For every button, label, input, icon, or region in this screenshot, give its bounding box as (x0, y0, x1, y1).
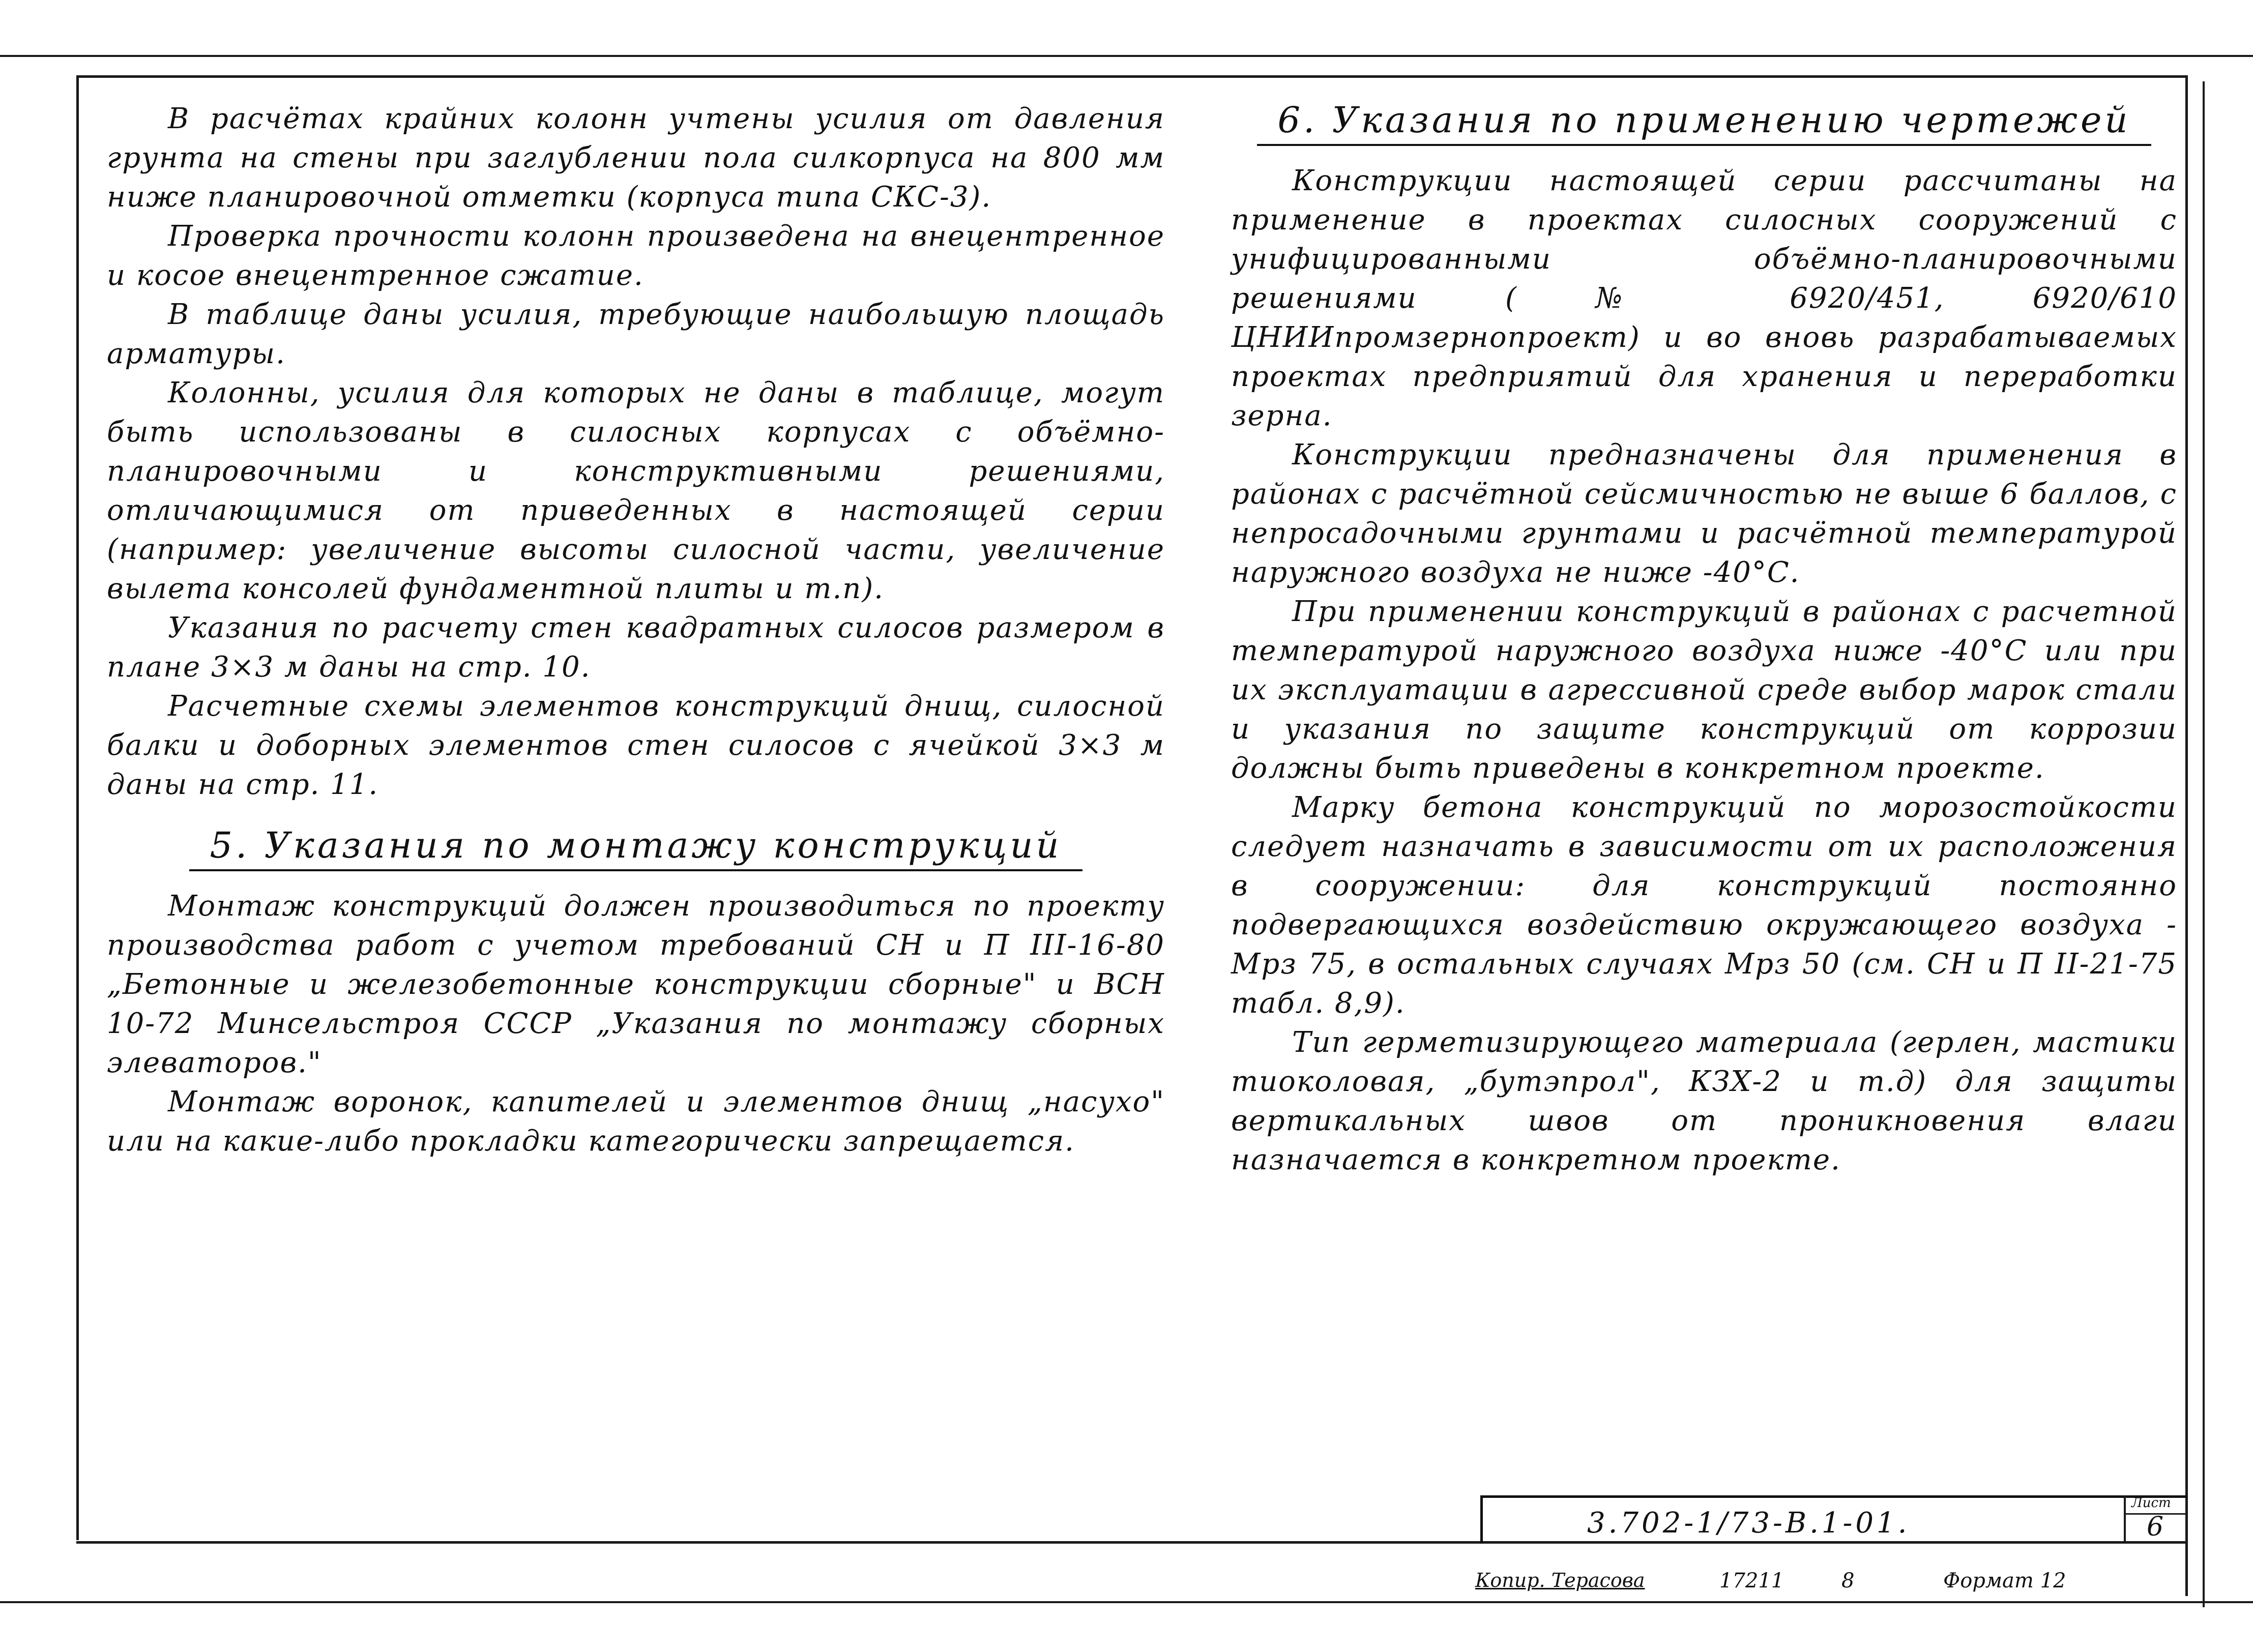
left-column (107, 99, 1165, 1161)
right-paragraph-1: Конструкции настоящей серии рассчитаны на применение в проектах силосных сооружений с унифицированными объёмно-планировочными решениями (№ 6920/451, 6920/610 ЦНИИпромзернопроект) и во вновь разрабатываемых проектах предприятий для хранения и переработки зерна. (1231, 164, 2177, 432)
footer-copied: Копир. Терасова (1475, 1569, 1645, 1591)
section-5-heading (107, 824, 1165, 871)
footer-format: Формат 12 (1943, 1569, 2066, 1592)
stamp-code: 3.702-1/73-В.1-01. (1587, 1507, 1910, 1540)
section-6-heading-text: 6. Указания по применению чертежей (1257, 99, 2151, 146)
left-paragraph-7: Монтаж конструкций должен производиться по проекту производства работ с учетом требований СН и П III-16-80 „Бетонные и железобетонные конструкции сборные" и ВСН 10-72 Минсельстроя СССР „Указания по монтажу сборных элеваторов." (107, 890, 1165, 1079)
top-margin-line (0, 55, 2253, 57)
right-column (1231, 99, 2177, 1179)
section-6-heading (1231, 99, 2177, 146)
right-paragraph-4: Марку бетона конструкций по морозостойкости следует назначать в зависимости от их расположения в сооружении: для конструкций постоянно подвергающихся воздействию окружающего воздуха - Мрз 75, в остальных случаях Мрз 50 (см. СН и П II-21-75 табл. 8,9). (1231, 791, 2177, 1020)
stamp-sheet-label: Лист (2131, 1495, 2171, 1511)
left-paragraph-8: Монтаж воронок, капителей и элементов днищ „насухо" или на какие-либо прокладки категорически запрещается. (107, 1085, 1165, 1158)
frame-top (76, 75, 2187, 78)
frame-left (76, 75, 79, 1540)
footer-number: 8 (1841, 1569, 1855, 1592)
left-paragraph-4: Колонны, усилия для которых не даны в таблице, могут быть использованы в силосных корпусах с объёмно-планировочными и конструктивными решениями, отличающимися от приведенных в настоящей серии (например: увеличение высоты силосной части, увеличение вылета консолей фундаментной плиты и т.п). (107, 376, 1165, 605)
left-paragraph-2: Проверка прочности колонн произведена на внецентренное и косое внецентренное сжатие. (107, 220, 1165, 292)
section-5-heading-text: 5. Указания по монтажу конструкций (189, 824, 1082, 871)
right-paragraph-2: Конструкции предназначены для применения в районах с расчётной сейсмичностью не выше 6 баллов, с непросадочными грунтами и расчётной температурой наружного воздуха не ниже -40°С. (1231, 438, 2177, 589)
frame-right-outer (2203, 81, 2205, 1607)
right-paragraph-5: Тип герметизирующего материала (герлен, мастики тиоколовая, „бутэпрол", КЗХ-2 и т.д) для защиты вертикальных швов от проникновения влаги назначается в конкретном проекте. (1231, 1026, 2177, 1176)
left-paragraph-1: В расчётах крайних колонн учтены усилия от давления грунта на стены при заглублении пола силкорпуса на 800 мм ниже планировочной отметки (корпуса типа СКС-3). (107, 102, 1165, 214)
left-paragraph-6: Расчетные схемы элементов конструкций днищ, силосной балки и доборных элементов стен силосов с ячейкой 3×3 м даны на стр. 11. (107, 690, 1165, 801)
left-paragraph-5: Указания по расчету стен квадратных силосов размером в плане 3×3 м даны на стр. 10. (107, 611, 1165, 684)
stamp-sheet-number: 6 (2147, 1512, 2164, 1542)
stamp-divider (2124, 1495, 2126, 1541)
footer-order: 17211 (1719, 1569, 1784, 1592)
left-paragraph-3: В таблице даны усилия, требующие наибольшую площадь арматуры. (107, 298, 1165, 370)
frame-right (2185, 75, 2188, 1596)
bottom-margin-line (0, 1601, 2253, 1603)
right-paragraph-3: При применении конструкций в районах с расчетной температурой наружного воздуха ниже -40°С или при их эксплуатации в агрессивной среде выбор марок стали и указания по защите конструкций от коррозии должны быть приведены в конкретном проекте. (1231, 595, 2177, 785)
